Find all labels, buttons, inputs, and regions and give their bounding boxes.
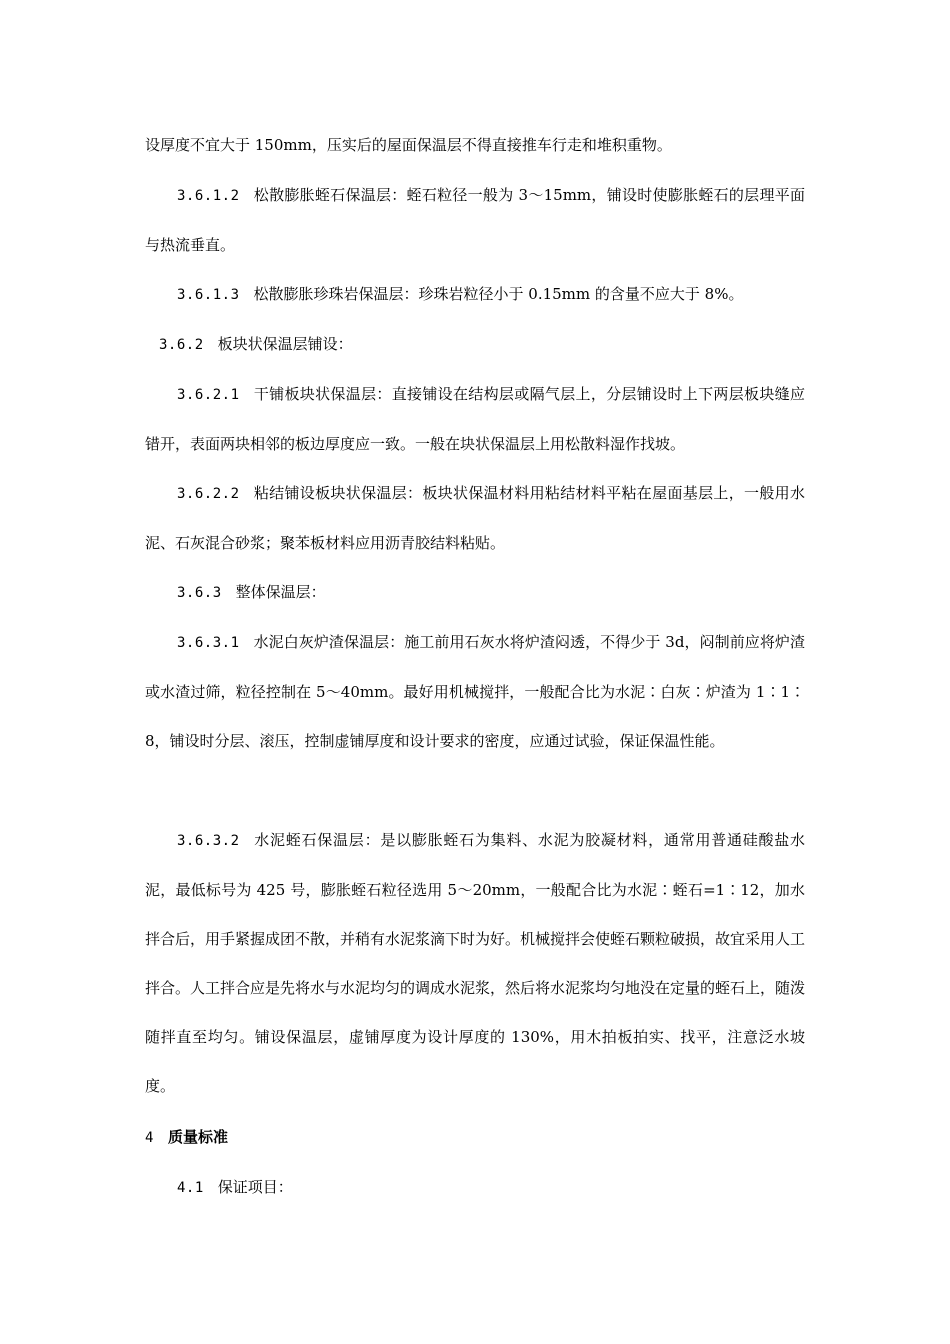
paragraph-3-6-2 xyxy=(145,320,805,370)
paragraph-3-6-2-2 xyxy=(145,469,805,568)
paragraph-text: 松散膨胀珍珠岩保温层：珍珠岩粒径小于 0.15mm 的含量不应大于 8%。 xyxy=(253,285,744,303)
paragraph-3-6-2-1 xyxy=(145,370,805,469)
paragraph-text: 水泥蛭石保温层：是以膨胀蛭石为集料、水泥为胶凝材料，通常用普通硅酸盐水泥，最低标号为 425 号，膨胀蛭石粒径选用 5～20mm，一般配合比为水泥∶蛭石=1∶12，加水拌合后，用手紧握成团不散，并稍有水泥浆滴下时为好。机械搅拌会使蛭石颗粒破损，故宜采用人工拌合。人工拌合应是先将水与水泥均匀的调成水泥浆，然后将水泥浆均匀地没在定量的蛭石上，随泼随拌直至均匀。铺设保温层，虚铺厚度为设计厚度的 130%，用木拍板拍实、找平，注意泛水坡度。 xyxy=(145,831,806,1095)
paragraph-text: 松散膨胀蛭石保温层：蛭石粒径一般为 3～15mm，铺设时使膨胀蛭石的层理平面与热流垂直。 xyxy=(145,186,805,254)
section-number: 3.6.1.3 xyxy=(177,287,240,303)
paragraph-3-6-3-2 xyxy=(145,816,805,1111)
paragraph-text: 粘结铺设板块状保温层：板块状保温材料用粘结材料平粘在屋面基层上，一般用水泥、石灰混合砂浆；聚苯板材料应用沥青胶结料粘贴。 xyxy=(145,484,805,552)
section-heading-4 xyxy=(145,1113,805,1163)
paragraph-text: 板块状保温层铺设： xyxy=(217,335,353,353)
heading-text: 质量标准 xyxy=(167,1128,228,1146)
section-number: 3.6.3.1 xyxy=(177,635,240,651)
section-number: 3.6.2 xyxy=(159,337,204,353)
paragraph-3-6-3-1 xyxy=(145,618,805,766)
paragraph-4-1 xyxy=(145,1163,805,1213)
paragraph-continuation xyxy=(145,121,805,170)
section-number: 3.6.2.2 xyxy=(177,486,240,502)
section-number: 4.1 xyxy=(177,1180,204,1196)
paragraph-text: 设厚度不宜大于 150mm，压实后的屋面保温层不得直接推车行走和堆积重物。 xyxy=(145,136,672,154)
paragraph-text: 干铺板块状保温层：直接铺设在结构层或隔气层上，分层铺设时上下两层板块缝应错开，表面两块相邻的板边厚度应一致。一般在块状保温层上用松散料湿作找坡。 xyxy=(145,385,805,453)
section-number: 3.6.1.2 xyxy=(177,188,240,204)
paragraph-text: 保证项目： xyxy=(217,1178,293,1196)
section-number: 4 xyxy=(145,1130,154,1146)
section-number: 3.6.3.2 xyxy=(177,833,240,849)
section-number: 3.6.3 xyxy=(177,585,222,601)
paragraph-3-6-3 xyxy=(145,568,805,618)
paragraph-3-6-1-3 xyxy=(145,270,805,320)
paragraph-3-6-1-2 xyxy=(145,171,805,270)
paragraph-text: 整体保温层： xyxy=(235,583,326,601)
section-number: 3.6.2.1 xyxy=(177,387,240,403)
paragraph-text: 水泥白灰炉渣保温层：施工前用石灰水将炉渣闷透，不得少于 3d，闷制前应将炉渣或水渣过筛，粒径控制在 5～40mm。最好用机械搅拌，一般配合比为水泥∶白灰∶炉渣为 1∶1∶8，铺设时分层、滚压，控制虚铺厚度和设计要求的密度，应通过试验，保证保温性能。 xyxy=(145,633,805,750)
